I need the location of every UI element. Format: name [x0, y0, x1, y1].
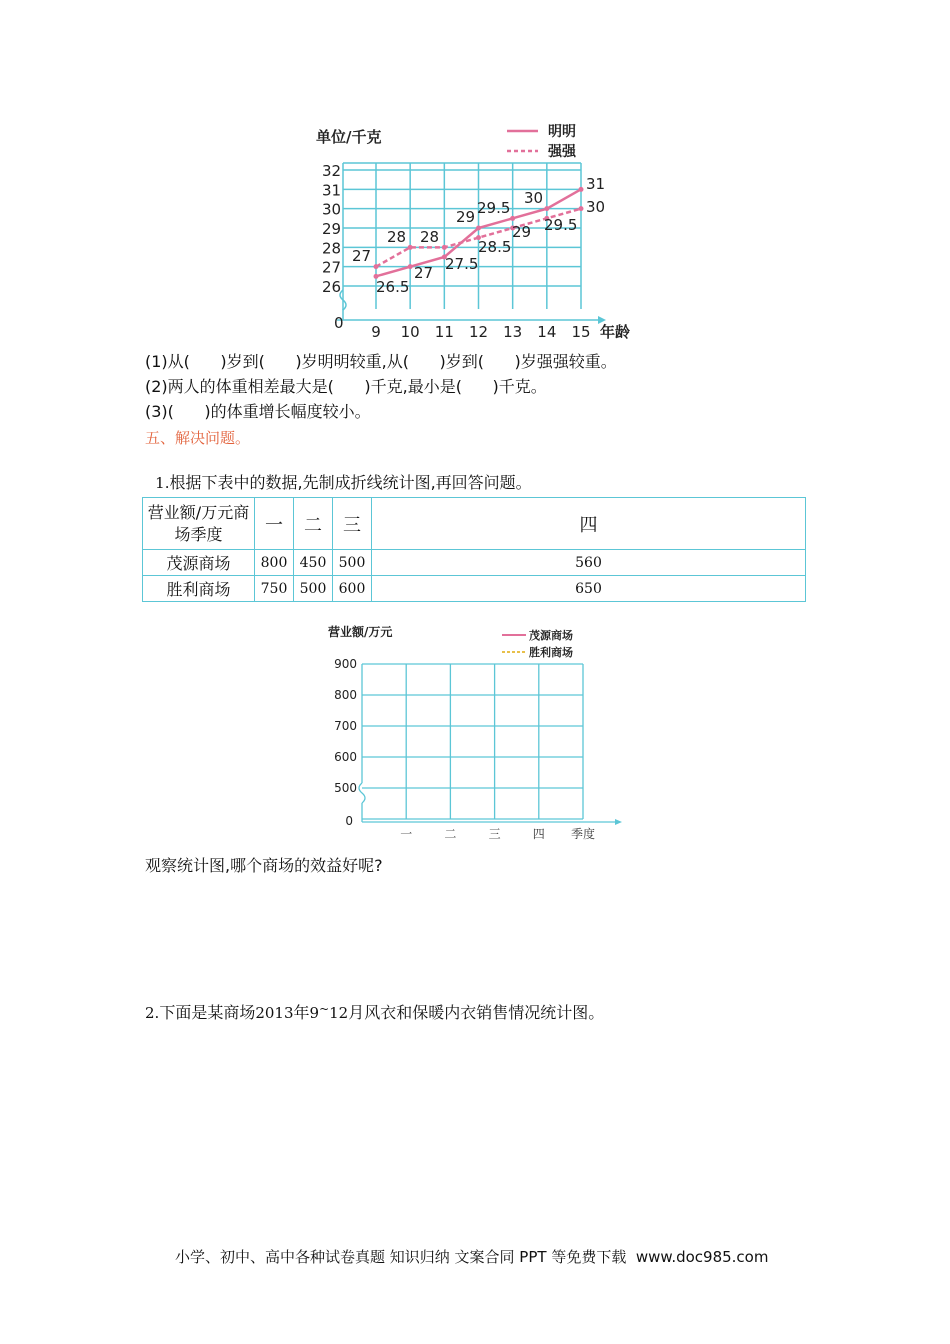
problem-2-mid: 年	[293, 1003, 310, 1022]
chart1-data-label: 30	[586, 198, 606, 216]
chart1-point	[476, 226, 481, 231]
chart1-point	[408, 264, 413, 269]
chart2-x-axis-arrow	[615, 819, 622, 825]
problem-2-post: 月风衣和保暖内衣销售情况统计图。	[348, 1003, 605, 1022]
chart2-y-tick: 900	[334, 657, 357, 671]
question-2: (2)两人的体重相差最大是( )千克,最小是( )千克。	[145, 377, 547, 396]
chart2-legend-label: 胜利商场	[529, 646, 573, 659]
chart2-y-tick: 700	[334, 719, 357, 733]
question-3: (3)( )的体重增长幅度较小。	[145, 402, 371, 421]
footer-url[interactable]: www.doc985.com	[635, 1248, 769, 1266]
chart1-x-tick: 14	[537, 323, 557, 341]
table-header-q2: 二	[294, 498, 333, 550]
chart1-x-tick: 10	[400, 323, 420, 341]
chart1-y-tick: 27	[322, 258, 342, 277]
chart1-legend-label: 明明	[548, 124, 576, 140]
chart1-y-tick: 31	[322, 181, 342, 200]
chart1-data-label: 31	[586, 175, 606, 193]
chart1-point	[510, 216, 515, 221]
chart1-data-label: 28.5	[478, 238, 512, 256]
table-cell: 500	[294, 576, 333, 602]
problem-2	[145, 1003, 604, 1024]
chart2-x-tick: 二	[444, 827, 457, 841]
chart1-data-label: 29.5	[477, 199, 511, 217]
table-cell: 500	[333, 550, 372, 576]
table-row-name: 胜利商场	[143, 576, 255, 602]
table-cell: 750	[255, 576, 294, 602]
chart1-y-tick: 0	[334, 314, 344, 332]
chart1-point	[544, 206, 549, 211]
chart1-x-tick: 11	[434, 323, 454, 341]
chart1-y-tick: 30	[322, 200, 342, 219]
chart1-data-label: 28	[387, 228, 407, 246]
chart2-y-tick: 500	[334, 781, 357, 795]
table-header-corner: 营业额/万元商场季度	[143, 498, 255, 550]
chart1-data-label: 27	[414, 264, 434, 282]
footer	[175, 1246, 768, 1267]
chart1-y-tick: 32	[322, 162, 342, 180]
table-cell: 600	[333, 576, 372, 602]
table-cell: 560	[372, 550, 806, 576]
question-1: (1)从( )岁到( )岁明明较重,从( )岁到( )岁强强较重。	[145, 352, 617, 371]
chart1-y-tick: 29	[322, 220, 342, 238]
chart2-x-tick: 三	[488, 827, 501, 841]
chart1-data-label: 29	[512, 223, 532, 241]
chart1-data-label: 28	[420, 228, 440, 246]
problem-2-pre: 下面是某商场	[159, 1003, 256, 1022]
chart2-y-tick: 0	[345, 814, 353, 828]
chart1-point	[374, 264, 379, 269]
observe-question: 观察统计图,哪个商场的效益好呢?	[145, 856, 383, 875]
sales-line-chart	[0, 615, 950, 850]
chart1-point	[442, 245, 447, 250]
chart1-data-label: 29	[456, 208, 476, 226]
problem-2-month-end: 12	[329, 1004, 349, 1022]
section-title: 五、解决问题。	[145, 429, 251, 447]
table-header-q4: 四	[372, 498, 806, 550]
chart1-data-label: 27.5	[445, 255, 479, 273]
table-cell: 450	[294, 550, 333, 576]
problem-2-number: 2.	[145, 1004, 160, 1022]
chart1-data-label: 30	[524, 189, 544, 207]
table-header-q1: 一	[255, 498, 294, 550]
sales-table	[142, 497, 806, 602]
chart1-x-tick: 13	[503, 323, 523, 341]
table-row	[143, 550, 806, 576]
chart1-y-tick: 28	[322, 239, 342, 258]
chart1-data-label: 26.5	[376, 278, 410, 296]
chart2-axis-break	[359, 783, 365, 803]
table-header-q3: 三	[333, 498, 372, 550]
chart1-data-label: 29.5	[544, 216, 578, 234]
chart2-ylabel: 营业额/万元	[328, 625, 393, 639]
chart2-x-tick: 一	[400, 827, 413, 841]
chart1-point	[408, 245, 413, 250]
table-row	[143, 576, 806, 602]
chart1-legend-label: 强强	[548, 144, 576, 160]
chart1-xlabel: 年龄	[600, 323, 631, 341]
chart1-data-label: 27	[352, 247, 372, 265]
chart1-ylabel: 单位/千克	[316, 128, 382, 146]
chart2-y-tick: 800	[334, 688, 357, 702]
weight-line-chart	[0, 0, 950, 345]
problem-1	[145, 453, 532, 493]
chart1-x-tick: 9	[371, 323, 381, 341]
chart2-xlabel: 季度	[571, 827, 596, 841]
footer-text: 小学、初中、高中各种试卷真题 知识归纳 文案合同 PPT 等免费下载	[175, 1248, 627, 1266]
problem-2-tilde: ~	[319, 1002, 330, 1016]
chart1-y-tick: 26	[322, 278, 342, 296]
chart1-x-tick: 15	[571, 323, 591, 341]
table-row-name: 茂源商场	[143, 550, 255, 576]
table-cell: 650	[372, 576, 806, 602]
chart1-point	[579, 187, 584, 192]
chart2-legend-label: 茂源商场	[529, 629, 573, 642]
chart1-point	[579, 206, 584, 211]
chart2-y-tick: 600	[334, 750, 357, 764]
chart1-x-tick: 12	[468, 323, 489, 341]
problem-2-year: 2013	[255, 1004, 294, 1022]
problem-2-month-start: 9	[309, 1004, 320, 1022]
chart2-x-tick: 四	[532, 827, 545, 841]
table-cell: 800	[255, 550, 294, 576]
table-header-row	[143, 498, 806, 550]
problem-1-number: 1.	[155, 474, 170, 492]
problem-1-text: 根据下表中的数据,先制成折线统计图,再回答问题。	[169, 473, 532, 492]
